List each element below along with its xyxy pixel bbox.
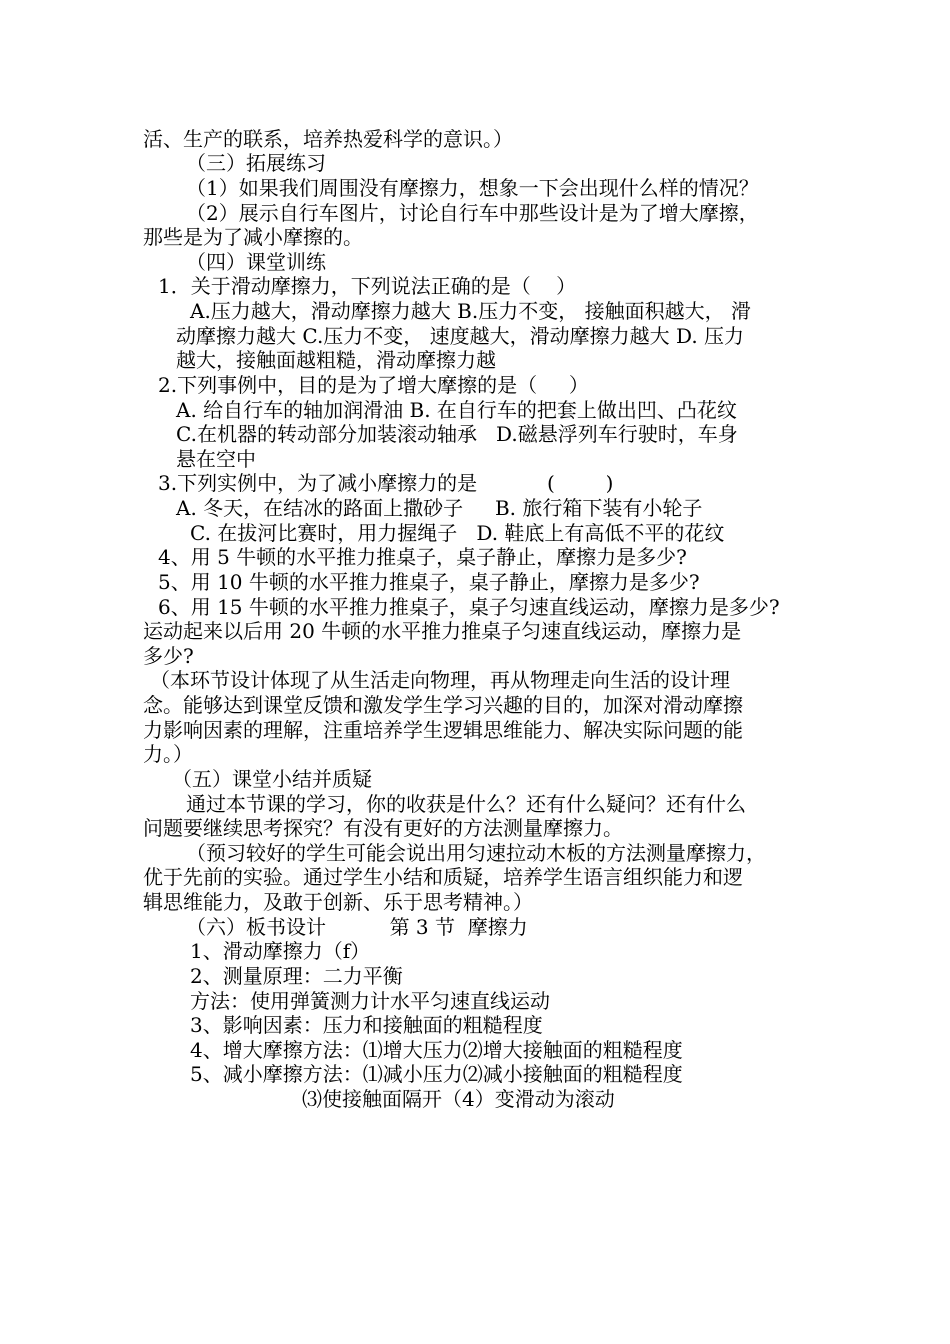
text-line: 通过本节课的学习，你的收获是什么？还有什么疑问？还有什么 [186, 792, 746, 816]
text-line: 活、生产的联系，培养热爱科学的意识。） [143, 127, 513, 151]
option-line: C.在机器的转动部分加装滚动轴承 D.磁悬浮列车行驶时，车身 [176, 422, 738, 446]
text-line: 运动起来以后用 20 牛顿的水平推力推桌子匀速直线运动，摩擦力是 [143, 619, 742, 643]
text-line: 那些是为了减小摩擦的。 [143, 225, 363, 249]
text-line: （预习较好的学生可能会说出用匀速拉动木板的方法测量摩擦力， [186, 841, 766, 865]
option-line: 越大，接触面越粗糙，滑动摩擦力越 [176, 348, 496, 372]
option-line: 悬在空中 [176, 447, 256, 471]
question-line: 4、用 5 牛顿的水平推力推桌子，桌子静止，摩擦力是多少? [158, 545, 687, 569]
outline-line: 方法：使用弹簧测力计水平匀速直线运动 [190, 989, 550, 1013]
text-line: 力影响因素的理解，注重培养学生逻辑思维能力、解决实际问题的能 [143, 718, 743, 742]
question-line: 3.下列实例中，为了减小摩擦力的是 ( ) [158, 471, 614, 495]
question-line: 5、用 10 牛顿的水平推力推桌子，桌子静止，摩擦力是多少? [158, 570, 700, 594]
question-line: 2.下列事例中，目的是为了增大摩擦的是（ ） [158, 373, 589, 397]
question-line: 1．关于滑动摩擦力，下列说法正确的是（ ） [158, 274, 577, 298]
section-heading: （五）课堂小结并质疑 [172, 767, 372, 791]
outline-line: 4、增大摩擦方法：⑴增大压力⑵增大接触面的粗糙程度 [190, 1038, 683, 1062]
outline-line: 3、影响因素：压力和接触面的粗糙程度 [190, 1013, 543, 1037]
option-line: C. 在拔河比赛时，用力握绳子 D. 鞋底上有高低不平的花纹 [190, 521, 725, 545]
text-line: 力。） [143, 742, 193, 766]
option-line: A.压力越大，滑动摩擦力越大 B.压力不变， 接触面积越大， 滑 [190, 299, 751, 323]
section-heading: （四）课堂训练 [186, 250, 326, 274]
section-heading: （六）板书设计 第 3 节 摩擦力 [186, 915, 528, 939]
text-line: 多少? [143, 644, 194, 668]
text-line: 问题要继续思考探究？有没有更好的方法测量摩擦力。 [143, 816, 623, 840]
text-line: （2）展示自行车图片，讨论自行车中那些设计是为了增大摩擦， [186, 201, 759, 225]
text-line: （1）如果我们周围没有摩擦力，想象一下会出现什么样的情况？ [186, 176, 759, 200]
outline-line: 5、减小摩擦方法：⑴减小压力⑵减小接触面的粗糙程度 [190, 1062, 683, 1086]
option-line: A. 给自行车的轴加润滑油 B. 在自行车的把套上做出凹、凸花纹 [176, 398, 737, 422]
section-heading: （三）拓展练习 [186, 151, 326, 175]
text-line: 优于先前的实验。通过学生小结和质疑，培养学生语言组织能力和逻 [143, 865, 743, 889]
outline-line: ⑶使接触面隔开（4）变滑动为滚动 [302, 1087, 615, 1111]
question-line: 6、用 15 牛顿的水平推力推桌子，桌子匀速直线运动，摩擦力是多少? [158, 595, 780, 619]
text-line: 辑思维能力，及敢于创新、乐于思考精神。） [143, 890, 533, 914]
outline-line: 1、滑动摩擦力（f） [190, 939, 371, 963]
option-line: 动摩擦力越大 C.压力不变， 速度越大，滑动摩擦力越大 D. 压力 [176, 324, 745, 348]
text-line: 念。能够达到课堂反馈和激发学生学习兴趣的目的，加深对滑动摩擦 [143, 693, 743, 717]
option-line: A. 冬天，在结冰的路面上撒砂子 B. 旅行箱下装有小轮子 [176, 496, 703, 520]
outline-line: 2、测量原理：二力平衡 [190, 964, 403, 988]
text-line: （本环节设计体现了从生活走向物理，再从物理走向生活的设计理 [150, 668, 730, 692]
